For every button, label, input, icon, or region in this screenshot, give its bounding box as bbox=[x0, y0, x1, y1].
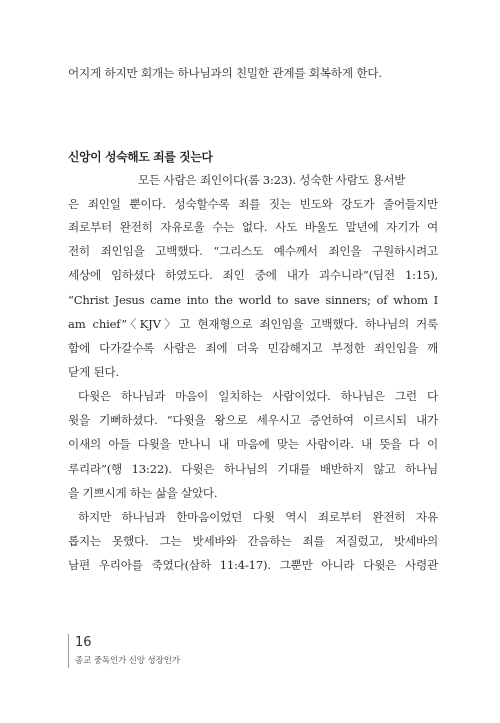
body-line: 을 기쁘시게 하는 삶을 살았다. bbox=[68, 486, 218, 500]
body-line: 윗을 기뻐하셨다. “다윗을 왕으로 세우시고 증언하여 이르시되 내가 bbox=[68, 413, 438, 427]
body-line: 죄로부터 완전히 자유로울 수는 없다. 사도 바울도 말년에 자기가 여 bbox=[68, 220, 438, 234]
body-line: 모든 사람은 죄인이다(롬 3:23). 성숙한 사람도 용서받 bbox=[138, 173, 406, 187]
intro-line: 어지게 하지만 회개는 하나님과의 친밀한 관계를 회복하게 한다. bbox=[68, 66, 382, 80]
body-line: “Christ Jesus came into the world to save sinners; of whom I bbox=[68, 293, 438, 307]
body-line: 함에 다가갈수록 사람은 죄에 더욱 민감해지고 부정한 죄인임을 깨 bbox=[68, 341, 438, 355]
body-line: am chief”〈KJV〉고 현재형으로 죄인임을 고백했다. 하나님의 거룩 bbox=[68, 317, 438, 331]
body-line: 은 죄인일 뿐이다. 성숙할수록 죄를 짓는 빈도와 강도가 줄어들지만 bbox=[68, 197, 438, 211]
running-title: 종교 중독인가 신앙 성장인가 bbox=[75, 656, 180, 666]
body-line: 남편 우리아를 죽였다(삼하 11:4-17). 그뿐만 아니라 다윗은 사령관 bbox=[68, 558, 438, 572]
body-line: 다윗은 하나님과 마음이 일치하는 사람이었다. 하나님은 그런 다 bbox=[78, 389, 438, 403]
page-number: 16 bbox=[75, 635, 92, 650]
section-heading: 신앙이 성숙해도 죄를 짓는다 bbox=[68, 150, 213, 164]
body-line: 하지만 하나님과 한마음이었던 다윗 역시 죄로부터 완전히 자유 bbox=[78, 510, 438, 524]
body-line: 롭지는 못했다. 그는 밧세바와 간음하는 죄를 저질렀고, 밧세바의 bbox=[68, 534, 438, 548]
body-line: 이새의 아들 다윗을 만나니 내 마음에 맞는 사람이라. 내 뜻을 다 이 bbox=[68, 437, 438, 451]
body-line: 세상에 임하셨다 하였도다. 죄인 중에 내가 괴수니라”(딤전 1:15), bbox=[68, 268, 438, 282]
footer-divider bbox=[68, 634, 69, 668]
body-line: 루리라”(행 13:22). 다윗은 하나님의 기대를 배반하지 않고 하나님 bbox=[68, 462, 438, 476]
body-line: 닫게 된다. bbox=[68, 365, 119, 379]
body-line: 전히 죄인임을 고백했다. “그리스도 예수께서 죄인을 구원하시려고 bbox=[68, 244, 438, 258]
